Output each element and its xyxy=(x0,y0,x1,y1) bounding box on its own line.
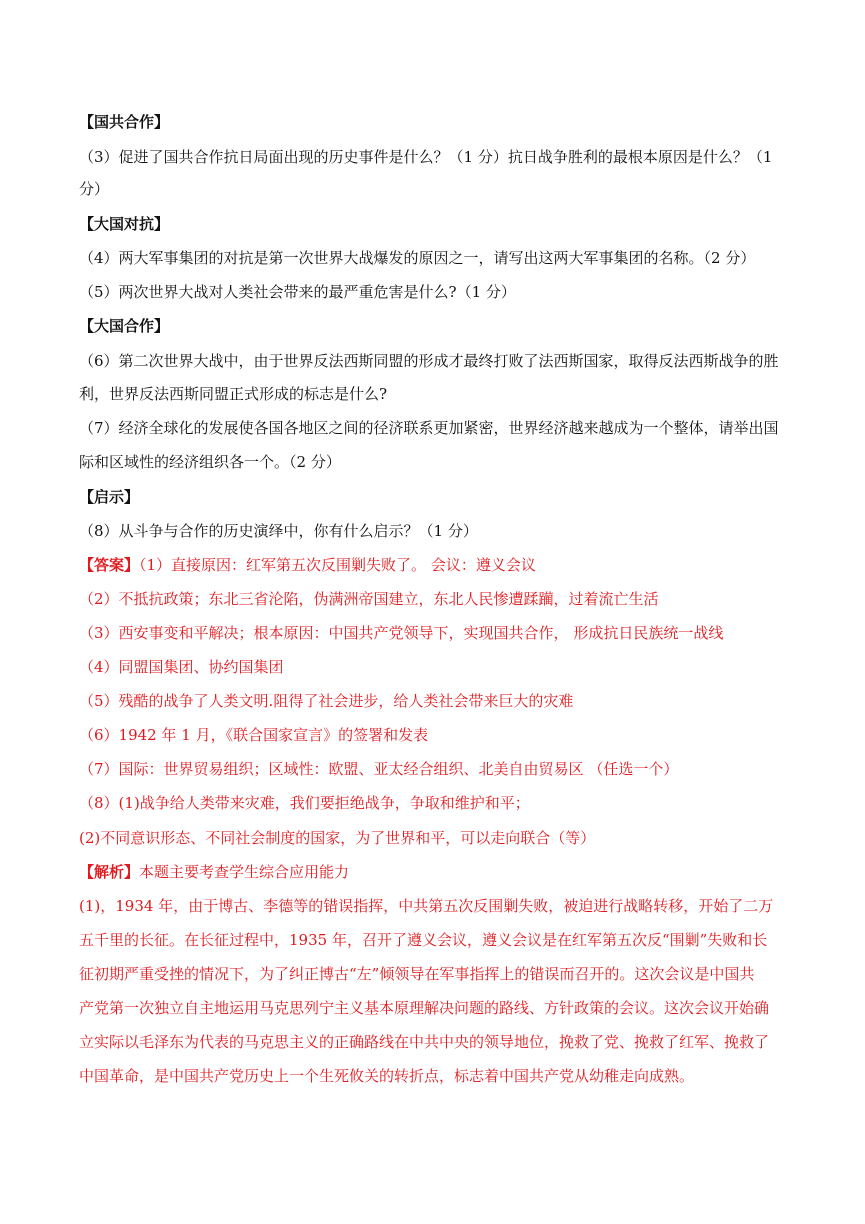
answer-3: （3）西安事变和平解决；根本原因：中国共产党领导下，实现国共合作， 形成抗日民族统一战线 xyxy=(79,624,724,642)
question-5: （5）两次世界大战对人类社会带来的最严重危害是什么?（1 分） xyxy=(79,283,516,301)
analysis-para-line-1: (1)，1934 年，由于博古、李德等的错误指挥，中共第五次反围剿失败，被迫进行战略转移，开始了二万 xyxy=(79,897,774,915)
question-4: （4）两大军事集团的对抗是第一次世界大战爆发的原因之一，请写出这两大军事集团的名称。（2 分） xyxy=(79,249,756,267)
section-heading-daguo-hezuo: 【大国合作】 xyxy=(79,317,170,335)
analysis-para-line-4: 产党第一次独立自主地运用马克思列宁主义基本原理解决问题的路线、方针政策的会议。这次会议开始确 xyxy=(79,999,770,1017)
section-heading-qishi: 【启示】 xyxy=(79,488,140,506)
analysis-heading xyxy=(79,862,789,882)
question-8: （8）从斗争与合作的历史演绎中，你有什么启示？（1 分） xyxy=(79,522,478,540)
answer-7: （7）国际：世界贸易组织；区域性：欧盟、亚太经合组织、北美自由贸易区 （任选一个） xyxy=(79,760,679,778)
analysis-para-line-5: 立实际以毛泽东为代表的马克思主义的正确路线在中共中央的领导地位，挽救了党、挽救了红军、挽救了 xyxy=(79,1033,770,1051)
question-7-line-1: （7）经济全球化的发展使各国各地区之间的径济联系更加紧密，世界经济越来越成为一个整体，请举出国 xyxy=(79,419,779,437)
answer-6: （6）1942 年 1 月，《联合国家宣言》的签署和发表 xyxy=(79,726,429,744)
analysis-para-line-6: 中国革命，是中国共产党历史上一个生死攸关的转折点，标志着中国共产党从幼稚走向成熟。 xyxy=(79,1067,695,1085)
question-3-line-1: （3）促进了国共合作抗日局面出现的历史事件是什么？（1 分）抗日战争胜利的最根本原因是什么？（1 xyxy=(79,148,773,166)
question-6-line-1: （6）第二次世界大战中，由于世界反法西斯同盟的形成才最终打败了法西斯国家，取得反法西斯战争的胜 xyxy=(79,352,779,370)
answer-5: （5）残酷的战争了人类文明.阻得了社会进步，给人类社会带来巨大的灾难 xyxy=(79,692,574,710)
section-heading-daguo-duikang: 【大国对抗】 xyxy=(79,215,170,233)
answer-4: （4）同盟国集团、协约国集团 xyxy=(79,658,284,676)
question-6-line-2: 利，世界反法西斯同盟正式形成的标志是什么? xyxy=(79,385,388,403)
analysis-label: 【解析】 xyxy=(79,863,140,881)
question-3-line-2: 分） xyxy=(79,180,110,198)
analysis-intro: 本题主要考查学生综合应用能力 xyxy=(139,863,350,881)
answer-8-part-2: (2)不同意识形态、不同社会制度的国家，为了世界和平，可以走向联合（等） xyxy=(79,829,596,847)
analysis-para-line-2: 五千里的长征。在长征过程中，1935 年，召开了遵义会议，遵义会议是在红军第五次反“围剿”失败和长 xyxy=(79,931,768,949)
section-heading-gongchan-hezuo: 【国共合作】 xyxy=(79,113,170,131)
answer-8-part-1: （8）(1)战争给人类带来灾难，我们要拒绝战争，争取和维护和平； xyxy=(79,794,530,812)
analysis-para-line-3: 征初期严重受挫的情况下，为了纠正博古“左”倾领导在军事指挥上的错误而召开的。这次会议是中国共 xyxy=(79,965,755,983)
answer-label: 【答案】 xyxy=(79,556,140,574)
question-7-line-2: 际和区域性的经济组织各一个。（2 分） xyxy=(79,453,341,471)
answer-line-1 xyxy=(79,555,789,575)
answer-2: （2）不抵抗政策；东北三省沦陷，伪满洲帝国建立，东北人民惨遭蹂躏，过着流亡生活 xyxy=(79,590,659,608)
answer-1: （1）直接原因：红军第五次反围剿失败了。 会议：遵义会议 xyxy=(139,556,536,574)
